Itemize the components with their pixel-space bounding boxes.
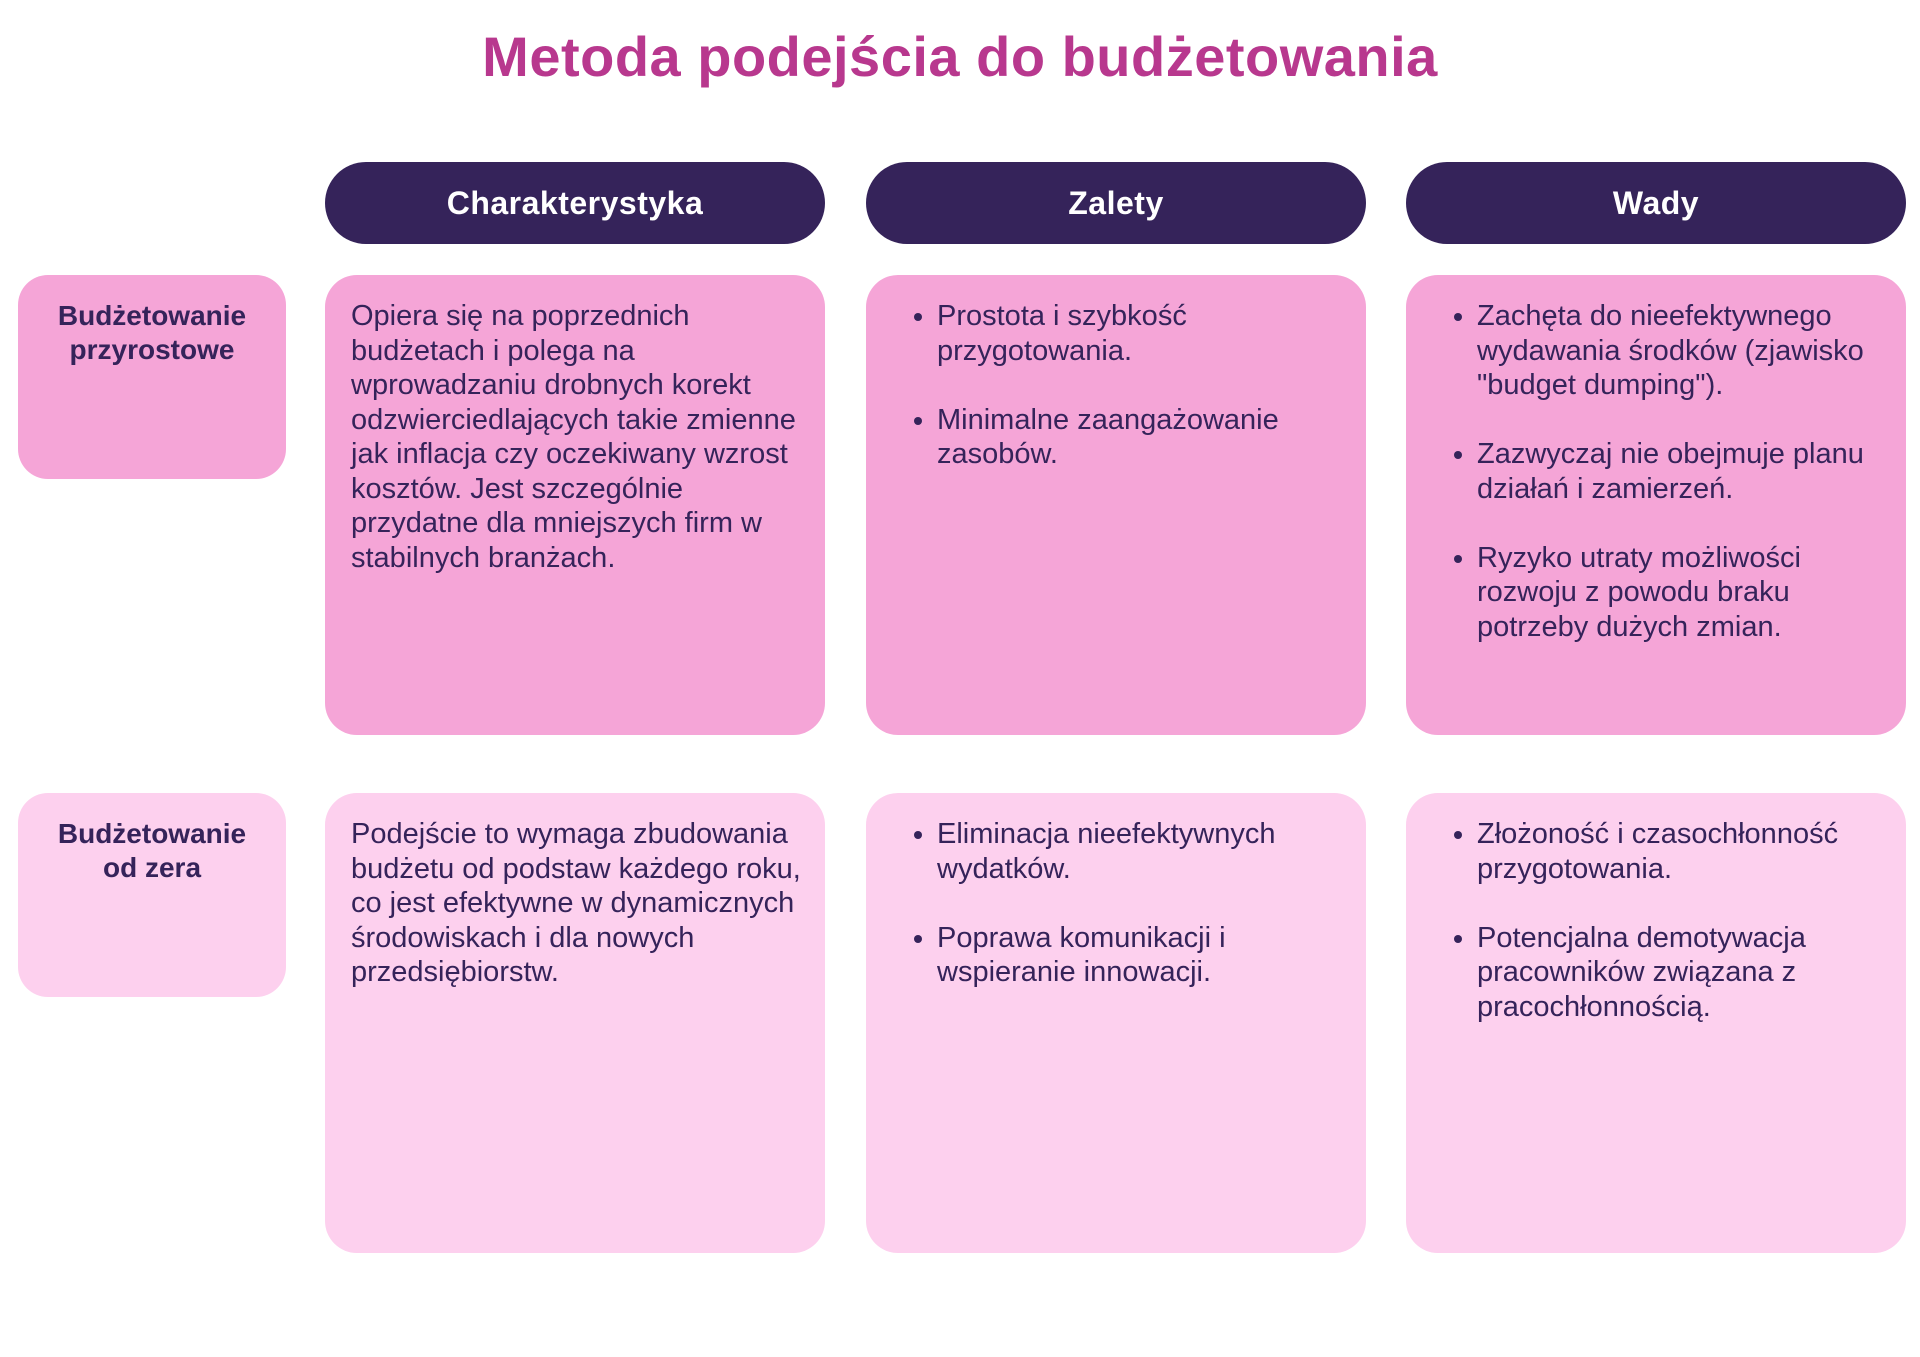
list-item: • Zachęta do nieefektywnego wydawania środków (zjawisko "budget dumping"). (1477, 299, 1882, 403)
list-item: • Minimalne zaangażowanie zasobów. (937, 403, 1342, 472)
cell-zero-based-disadvantages (1406, 793, 1906, 1253)
list-item: • Złożoność i czasochłonność przygotowania. (1477, 817, 1882, 886)
disadvantages-list (1432, 299, 1882, 644)
list-item: • Eliminacja nieefektywnych wydatków. (937, 817, 1342, 886)
cell-incremental-disadvantages (1406, 275, 1906, 735)
list-item: • Poprawa komunikacji i wspieranie innowacji. (937, 921, 1342, 990)
list-item: • Potencjalna demotywacja pracowników związana z pracochłonnością. (1477, 921, 1882, 1025)
list-item: • Zazwyczaj nie obejmuje planu działań i zamierzeń. (1477, 437, 1882, 506)
advantages-list (892, 299, 1342, 472)
cell-incremental-characteristics (325, 275, 825, 735)
characteristics-text: Podejście to wymaga zbudowania budżetu od podstaw każdego roku, co jest efektywne w dynamicznych środowiskach i dla nowych przedsiębiorstw. (351, 818, 801, 988)
characteristics-text: Opiera się na poprzednich budżetach i polega na wprowadzaniu drobnych korekt odzwierciedlających takie zmienne jak inflacja czy oczekiwany wzrost kosztów. Jest szczególnie przydatne dla mniejszych firm w stabilnych branżach. (351, 300, 796, 574)
page-title: Metoda podejścia do budżetowania (482, 25, 1438, 88)
cell-zero-based-advantages (866, 793, 1366, 1253)
disadvantages-list (1432, 817, 1882, 1024)
row-label-incremental (18, 275, 286, 479)
header-disadvantages: Wady (1406, 162, 1906, 244)
advantages-list (892, 817, 1342, 990)
row-label-line: Budżetowanie (57, 818, 247, 849)
cell-incremental-advantages (866, 275, 1366, 735)
row-label-line: przyrostowe (69, 334, 235, 365)
row-label-line: Budżetowanie (57, 300, 247, 331)
list-item: • Ryzyko utraty możliwości rozwoju z powodu braku potrzeby dużych zmian. (1477, 541, 1882, 645)
row-label-zero-based (18, 793, 286, 997)
list-item: • Prostota i szybkość przygotowania. (937, 299, 1342, 368)
cell-zero-based-characteristics (325, 793, 825, 1253)
header-advantages: Zalety (866, 162, 1366, 244)
row-label-line: od zera (102, 852, 202, 883)
header-characteristics: Charakterystyka (325, 162, 825, 244)
